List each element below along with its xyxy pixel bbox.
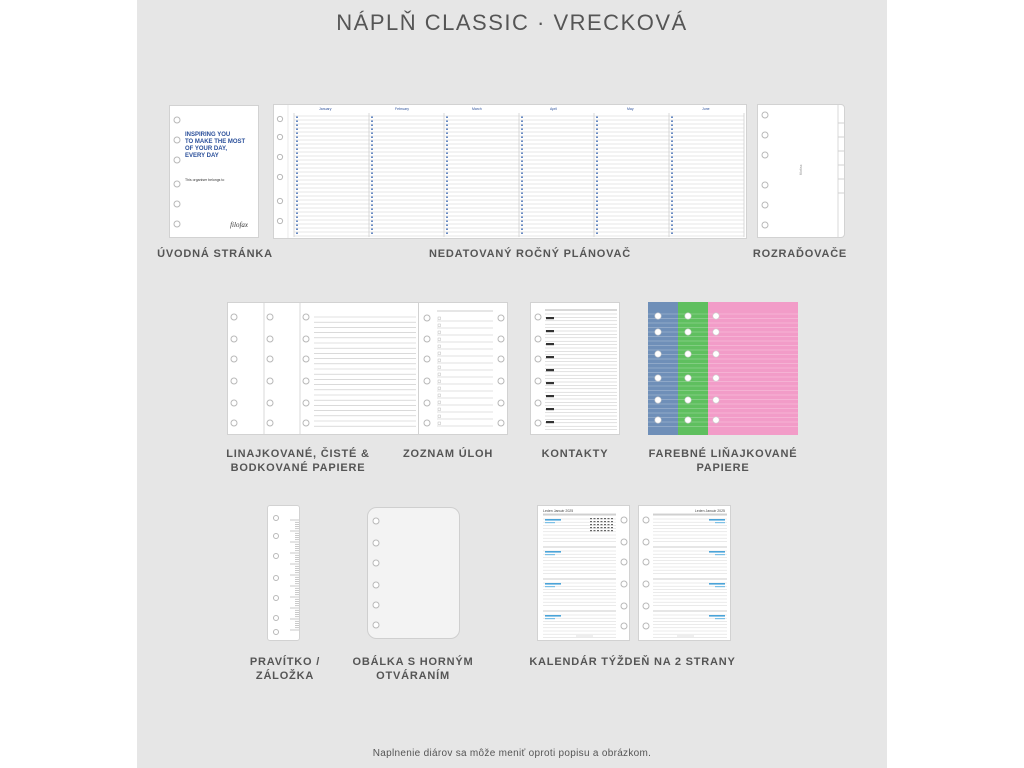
- papers-pages: [228, 303, 419, 435]
- ring-holes: [170, 106, 259, 238]
- intro-heading-line: OF YOUR DAY,: [185, 146, 228, 152]
- todo-lines: [419, 303, 508, 435]
- caption-todo: ZOZNAM ÚLOH: [403, 448, 494, 460]
- caption-line: PAPIERE: [696, 462, 750, 474]
- month-label: May: [627, 107, 634, 111]
- dividers-thumbnail[interactable]: [757, 104, 845, 238]
- caption-papers: [213, 447, 383, 475]
- weekly-left-page-thumbnail[interactable]: [537, 505, 630, 641]
- ruler-marks: [268, 506, 300, 641]
- caption-line: OTVÁRANÍM: [376, 670, 450, 682]
- caption-line: PRAVÍTKO /: [249, 656, 321, 668]
- caption-ruler: [240, 655, 330, 683]
- caption-colored: [643, 447, 803, 475]
- weekly-right-page-thumbnail[interactable]: [638, 505, 731, 641]
- caption-line: FAREBNÉ LIŇAJKOVANÉ: [648, 448, 798, 460]
- caption-dividers: ROZRAĎOVAČE: [752, 248, 848, 260]
- caption-weekly: KALENDÁR TÝŽDEŇ NA 2 STRANY: [529, 656, 736, 668]
- month-label: January: [319, 107, 332, 111]
- weekly-left-grid: [538, 506, 630, 641]
- month-label: February: [395, 107, 410, 111]
- svg-text:filofax: filofax: [798, 164, 803, 175]
- contacts-lines: [531, 303, 620, 435]
- intro-page-thumbnail[interactable]: [169, 105, 259, 238]
- filofax-logo: filofax: [230, 221, 248, 229]
- intro-heading: [185, 132, 245, 160]
- page-title: NÁPLŇ CLASSIC · VRECKOVÁ: [336, 10, 688, 35]
- weekly-right-grid: [639, 506, 731, 641]
- caption-line: BODKOVANÉ PAPIERE: [230, 462, 366, 474]
- caption-line: ZÁLOŽKA: [255, 670, 315, 682]
- footer-disclaimer: Naplnenie diárov sa môže meniť oproti popisu a obrázkom.: [372, 748, 652, 759]
- caption-line: OBÁLKA S HORNÝM: [352, 656, 474, 668]
- intro-heading-line: EVERY DAY: [185, 153, 219, 159]
- contacts-thumbnail[interactable]: [530, 302, 620, 435]
- weekly-left-header: Leden Január 2025: [543, 509, 574, 513]
- caption-intro: ÚVODNÁ STRÁNKA: [157, 248, 273, 260]
- papers-thumbnail[interactable]: [227, 302, 419, 435]
- month-label: March: [472, 107, 482, 111]
- yearly-planner-thumbnail[interactable]: [273, 104, 747, 239]
- yearly-grid: [274, 105, 747, 239]
- caption-contacts: KONTAKTY: [541, 448, 609, 460]
- colored-pages: [648, 302, 798, 435]
- colored-papers-thumbnail[interactable]: [648, 302, 798, 435]
- divider-tabs: [758, 105, 845, 238]
- month-label: April: [550, 107, 558, 111]
- intro-heading-line: INSPIRING YOU: [185, 132, 231, 138]
- month-label: June: [702, 107, 710, 111]
- envelope-shape: [367, 507, 460, 639]
- caption-yearly: NEDATOVANÝ ROČNÝ PLÁNOVAČ: [429, 248, 631, 260]
- intro-heading-line: TO MAKE THE MOST: [185, 139, 246, 145]
- envelope-thumbnail[interactable]: [367, 507, 460, 639]
- weekly-right-header: Leden Január 2025: [694, 509, 725, 513]
- todo-list-thumbnail[interactable]: [418, 302, 508, 435]
- caption-envelope: [348, 655, 478, 683]
- ruler-thumbnail[interactable]: [267, 505, 300, 641]
- caption-line: LINAJKOVANÉ, ČISTÉ &: [226, 448, 370, 460]
- belongs-to-line: This organiser belongs to: [185, 178, 225, 182]
